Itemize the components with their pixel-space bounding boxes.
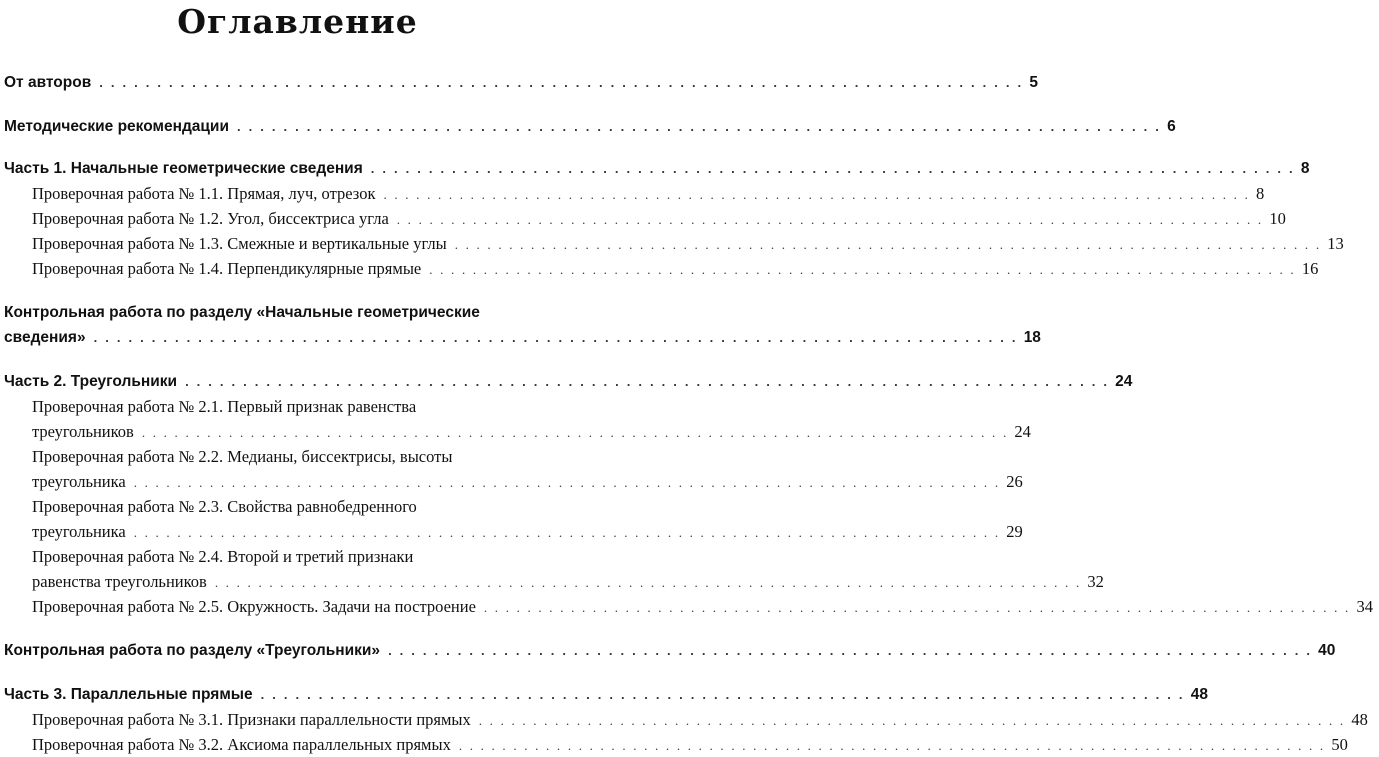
toc-entry[interactable] [0, 396, 595, 418]
toc-entry-title: Проверочная работа № 1.4. Перпендикулярные прямые [32, 259, 422, 278]
toc-entry-page: 18 [1023, 329, 1041, 346]
toc-entry-page: 50 [1331, 735, 1348, 754]
toc-entry-page: 32 [1087, 572, 1104, 591]
toc-entry-title: Проверочная работа № 3.2. Аксиома параллельных прямых [32, 735, 451, 754]
toc-entry-title: Проверочная работа № 2.3. Свойства равнобедренного [32, 497, 417, 516]
toc-entry[interactable] [0, 116, 1176, 138]
toc-entry-title: Проверочная работа № 2.5. Окружность. Задачи на построение [32, 597, 476, 616]
toc-entry-title: Часть 1. Начальные геометрические сведения [4, 160, 363, 177]
toc-entry-title: треугольников [32, 422, 134, 441]
toc-entry[interactable] [0, 158, 1310, 180]
toc-entry-title: Проверочная работа № 1.1. Прямая, луч, отрезок [32, 184, 376, 203]
dot-leader: . . . . . . . . . . . . . . . . . . . . . . . . . . . . . . . . . . . . . . . . . . . . . . . . . . . . . . . . . . . . . . . . . . . . . . . . . . . . . . . . [99, 75, 1024, 90]
dot-leader: . . . . . . . . . . . . . . . . . . . . . . . . . . . . . . . . . . . . . . . . . . . . . . . . . . . . . . . . . . . . . . . . . . . . . . . . . . . . . . . . [458, 738, 1326, 753]
toc-entry-page: 29 [1006, 522, 1023, 541]
toc-entry-page: 48 [1190, 686, 1208, 703]
dot-leader: . . . . . . . . . . . . . . . . . . . . . . . . . . . . . . . . . . . . . . . . . . . . . . . . . . . . . . . . . . . . . . . . . . . . . . . . . . . . . . . . [383, 187, 1251, 202]
toc-entry-title: Проверочная работа № 2.2. Медианы, биссектрисы, высоты [32, 447, 453, 466]
toc-entry[interactable] [0, 233, 1344, 255]
dot-leader: . . . . . . . . . . . . . . . . . . . . . . . . . . . . . . . . . . . . . . . . . . . . . . . . . . . . . . . . . . . . . . . . . . . . . . . . . . . . . . . . [396, 212, 1264, 227]
toc-entry[interactable] [0, 208, 1286, 230]
toc-entry-page: 16 [1301, 259, 1319, 278]
dot-leader: . . . . . . . . . . . . . . . . . . . . . . . . . . . . . . . . . . . . . . . . . . . . . . . . . . . . . . . . . . . . . . . . . . . . . . . . . . . . . . . . [478, 713, 1346, 728]
dot-leader: . . . . . . . . . . . . . . . . . . . . . . . . . . . . . . . . . . . . . . . . . . . . . . . . . . . . . . . . . . . . . . . . . . . . . . . . . . . . . . . . [237, 119, 1162, 134]
toc-entry[interactable] [0, 596, 1373, 618]
dot-leader: . . . . . . . . . . . . . . . . . . . . . . . . . . . . . . . . . . . . . . . . . . . . . . . . . . . . . . . . . . . . . . . . . . . . . . . . . . . . . . . . [370, 161, 1295, 176]
dot-leader: . . . . . . . . . . . . . . . . . . . . . . . . . . . . . . . . . . . . . . . . . . . . . . . . . . . . . . . . . . . . . . . . . . . . . . . . . . . . . . . . [133, 525, 1001, 540]
toc-entry-page: 6 [1167, 118, 1176, 135]
dot-leader: . . . . . . . . . . . . . . . . . . . . . . . . . . . . . . . . . . . . . . . . . . . . . . . . . . . . . . . . . . . . . . . . . . . . . . . . . . . . . . . . [214, 575, 1082, 590]
toc-entry-title: треугольника [32, 522, 126, 541]
toc-entry-title: Проверочная работа № 1.2. Угол, биссектриса угла [32, 209, 389, 228]
toc-entry[interactable] [0, 734, 1348, 756]
toc-entry-page: 8 [1256, 184, 1265, 203]
dot-leader: . . . . . . . . . . . . . . . . . . . . . . . . . . . . . . . . . . . . . . . . . . . . . . . . . . . . . . . . . . . . . . . . . . . . . . . . . . . . . . . . [454, 237, 1322, 252]
dot-leader: . . . . . . . . . . . . . . . . . . . . . . . . . . . . . . . . . . . . . . . . . . . . . . . . . . . . . . . . . . . . . . . . . . . . . . . . . . . . . . . . [133, 475, 1001, 490]
toc-entry-title: Проверочная работа № 2.4. Второй и третий признаки [32, 547, 414, 566]
dot-leader: . . . . . . . . . . . . . . . . . . . . . . . . . . . . . . . . . . . . . . . . . . . . . . . . . . . . . . . . . . . . . . . . . . . . . . . . . . . . . . . . [185, 374, 1110, 389]
toc-entry-title: Проверочная работа № 2.1. Первый признак равенства [32, 397, 417, 416]
toc-entry-page: 40 [1318, 642, 1336, 659]
dot-leader: . . . . . . . . . . . . . . . . . . . . . . . . . . . . . . . . . . . . . . . . . . . . . . . . . . . . . . . . . . . . . . . . . . . . . . . . . . . . . . . . [483, 600, 1351, 615]
toc-entry[interactable] [0, 302, 595, 324]
toc-entry-page: 5 [1029, 74, 1038, 91]
toc-entry-title: Проверочная работа № 3.1. Признаки параллельности прямых [32, 710, 471, 729]
toc-entry-page: 8 [1300, 160, 1310, 177]
toc-entry-title: равенства треугольников [32, 572, 207, 591]
toc-entry-page: 34 [1356, 597, 1373, 616]
toc-entry[interactable] [0, 421, 1031, 443]
toc-entry[interactable] [0, 327, 1041, 349]
toc-entry[interactable] [0, 521, 1023, 543]
toc-entry-title: Методические рекомендации [4, 118, 229, 135]
toc-entry-page: 26 [1006, 472, 1023, 491]
toc-entry[interactable] [0, 371, 1133, 393]
toc-entry[interactable] [0, 546, 595, 568]
toc-entry-title: Часть 2. Треугольники [4, 373, 178, 390]
dot-leader: . . . . . . . . . . . . . . . . . . . . . . . . . . . . . . . . . . . . . . . . . . . . . . . . . . . . . . . . . . . . . . . . . . . . . . . . . . . . . . . . [93, 330, 1018, 345]
toc-entry-page: 24 [1115, 373, 1133, 390]
toc-entry-title: От авторов [4, 74, 92, 91]
toc-entry[interactable] [0, 571, 1104, 593]
toc-entry-title: Контрольная работа по разделу «Начальные геометрические [4, 304, 480, 321]
toc-entry[interactable] [0, 496, 595, 518]
toc-entry[interactable] [0, 72, 1038, 94]
toc-entry[interactable] [0, 684, 1208, 706]
toc-entry[interactable] [0, 709, 1368, 731]
toc-entry[interactable] [0, 640, 1336, 662]
dot-leader: . . . . . . . . . . . . . . . . . . . . . . . . . . . . . . . . . . . . . . . . . . . . . . . . . . . . . . . . . . . . . . . . . . . . . . . . . . . . . . . . [429, 262, 1296, 277]
dot-leader: . . . . . . . . . . . . . . . . . . . . . . . . . . . . . . . . . . . . . . . . . . . . . . . . . . . . . . . . . . . . . . . . . . . . . . . . . . . . . . . . [260, 687, 1185, 702]
toc-entry[interactable] [0, 183, 1265, 205]
dot-leader: . . . . . . . . . . . . . . . . . . . . . . . . . . . . . . . . . . . . . . . . . . . . . . . . . . . . . . . . . . . . . . . . . . . . . . . . . . . . . . . . [388, 643, 1313, 658]
dot-leader: . . . . . . . . . . . . . . . . . . . . . . . . . . . . . . . . . . . . . . . . . . . . . . . . . . . . . . . . . . . . . . . . . . . . . . . . . . . . . . . . [141, 425, 1009, 440]
toc-entry-page: 48 [1351, 710, 1368, 729]
toc-entry-title: сведения» [4, 329, 86, 346]
toc-entry[interactable] [0, 446, 595, 468]
page-title: Оглавление [177, 2, 418, 41]
toc-entry[interactable] [0, 258, 1319, 280]
toc-entry-title: треугольника [32, 472, 126, 491]
toc-entry-page: 13 [1327, 234, 1344, 253]
toc-entry-title: Часть 3. Параллельные прямые [4, 686, 253, 703]
toc-entry[interactable] [0, 471, 1023, 493]
toc-entry-title: Проверочная работа № 1.3. Смежные и вертикальные углы [32, 234, 447, 253]
toc-entry-title: Контрольная работа по разделу «Треугольники» [4, 642, 381, 659]
toc-entry-page: 24 [1014, 422, 1031, 441]
toc-entry-page: 10 [1269, 209, 1286, 228]
